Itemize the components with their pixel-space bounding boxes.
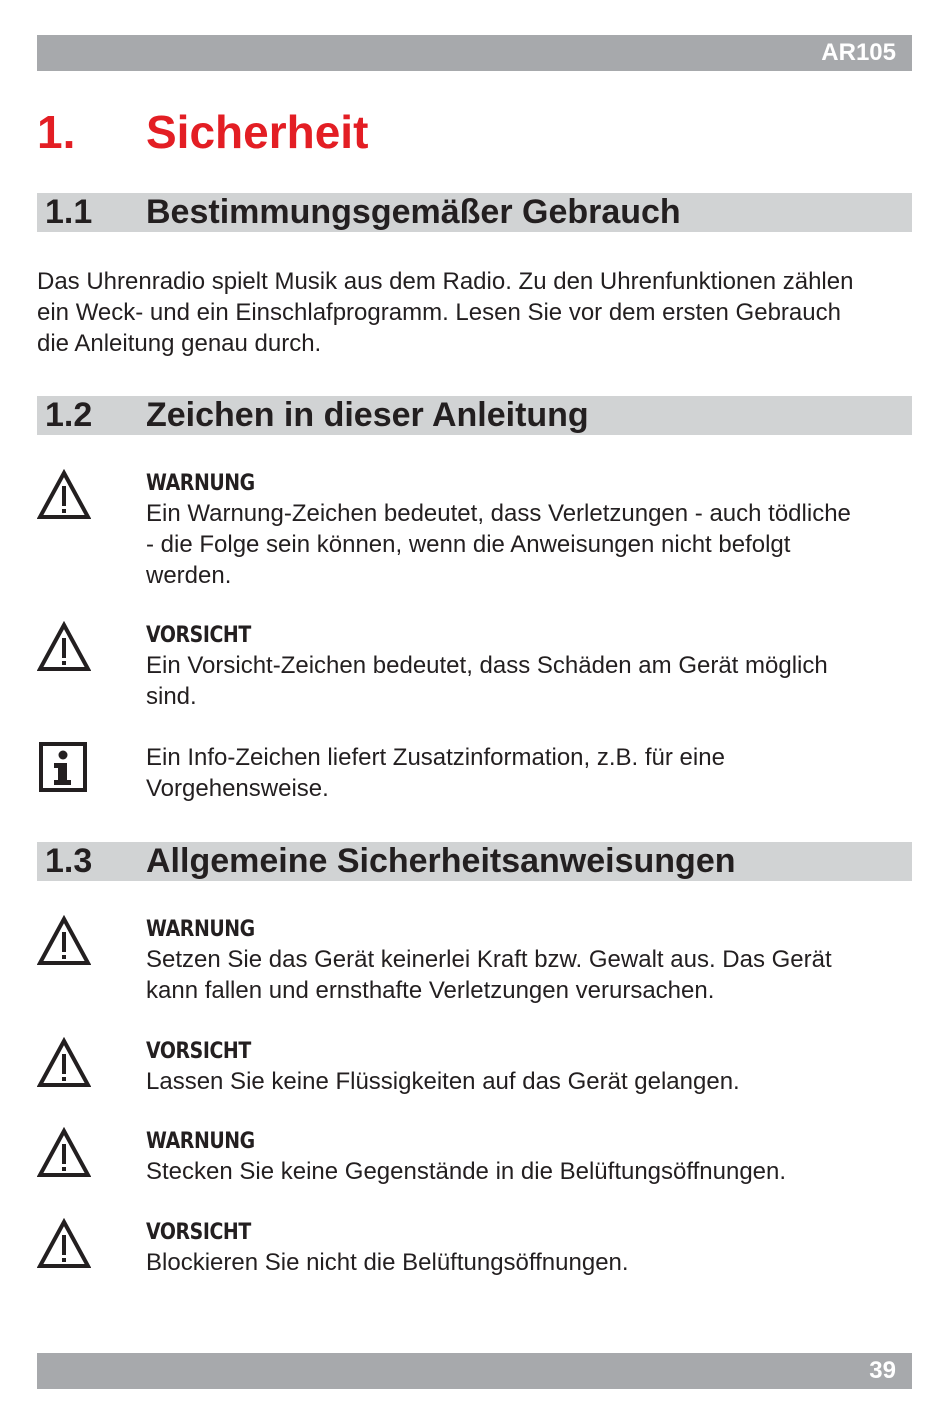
info-icon bbox=[37, 742, 91, 796]
warning-triangle-icon bbox=[37, 1218, 91, 1272]
notice-text: Stecken Sie keine Gegenstände in die Belüftungsöffnungen. bbox=[146, 1158, 787, 1185]
notice-text: Blockieren Sie nicht die Belüftungsöffnungen. bbox=[146, 1249, 629, 1276]
paragraph-line: ein Weck- und ein Einschlafprogramm. Lesen Sie vor dem ersten Gebrauch bbox=[37, 299, 841, 326]
warning-triangle-icon bbox=[37, 915, 91, 969]
notice-label: WARNUNG bbox=[146, 471, 255, 496]
notice-text: Ein Warnung-Zeichen bedeutet, dass Verletzungen - auch tödliche - die Folge sein können, wenn die Anweisungen nicht befolgt werden. bbox=[146, 500, 851, 589]
section-heading bbox=[37, 842, 912, 881]
notice-label: WARNUNG bbox=[146, 1129, 255, 1154]
footer-bar bbox=[37, 1353, 912, 1389]
section-number: 1.3 bbox=[45, 842, 93, 880]
section-heading bbox=[37, 193, 912, 232]
page-number: 39 bbox=[869, 1357, 896, 1384]
section-number: 1.1 bbox=[45, 193, 93, 231]
notice-item bbox=[37, 1218, 917, 1338]
section-title: Allgemeine Sicherheitsanweisungen bbox=[146, 842, 736, 880]
model-label: AR105 bbox=[821, 39, 896, 66]
paragraph-line: Das Uhrenradio spielt Musik aus dem Radio. Zu den Uhrenfunktionen zählen bbox=[37, 268, 854, 295]
section-number: 1.2 bbox=[45, 396, 93, 434]
notice-text: Ein Vorsicht-Zeichen bedeutet, dass Schäden am Gerät möglich sind. bbox=[146, 652, 828, 710]
chapter-number: 1. bbox=[37, 106, 76, 158]
notice-label: WARNUNG bbox=[146, 917, 255, 942]
section-title: Zeichen in dieser Anleitung bbox=[146, 396, 589, 434]
warning-triangle-icon bbox=[37, 1127, 91, 1181]
notice-text: Ein Info-Zeichen liefert Zusatzinformation, z.B. für eine Vorgehensweise. bbox=[146, 744, 725, 802]
intro-paragraph bbox=[37, 266, 917, 359]
paragraph-line: die Anleitung genau durch. bbox=[37, 330, 322, 357]
notice-item bbox=[37, 621, 917, 741]
notice-label: VORSICHT bbox=[146, 623, 251, 648]
notice-text: Lassen Sie keine Flüssigkeiten auf das Gerät gelangen. bbox=[146, 1068, 740, 1095]
notice-label: VORSICHT bbox=[146, 1220, 251, 1245]
notice-text: Setzen Sie das Gerät keinerlei Kraft bzw. Gewalt aus. Das Gerät kann fallen und ernsthafte Verletzungen verursachen. bbox=[146, 946, 832, 1004]
chapter-title bbox=[37, 103, 368, 161]
warning-triangle-icon bbox=[37, 621, 91, 675]
warning-triangle-icon bbox=[37, 1037, 91, 1091]
chapter-title-text: Sicherheit bbox=[146, 106, 369, 158]
warning-triangle-icon bbox=[37, 469, 91, 523]
header-bar bbox=[37, 35, 912, 71]
section-title: Bestimmungsgemäßer Gebrauch bbox=[146, 193, 681, 231]
notice-label: VORSICHT bbox=[146, 1039, 251, 1064]
notice-item bbox=[37, 915, 917, 1035]
notice-item bbox=[37, 469, 917, 589]
section-heading bbox=[37, 396, 912, 435]
